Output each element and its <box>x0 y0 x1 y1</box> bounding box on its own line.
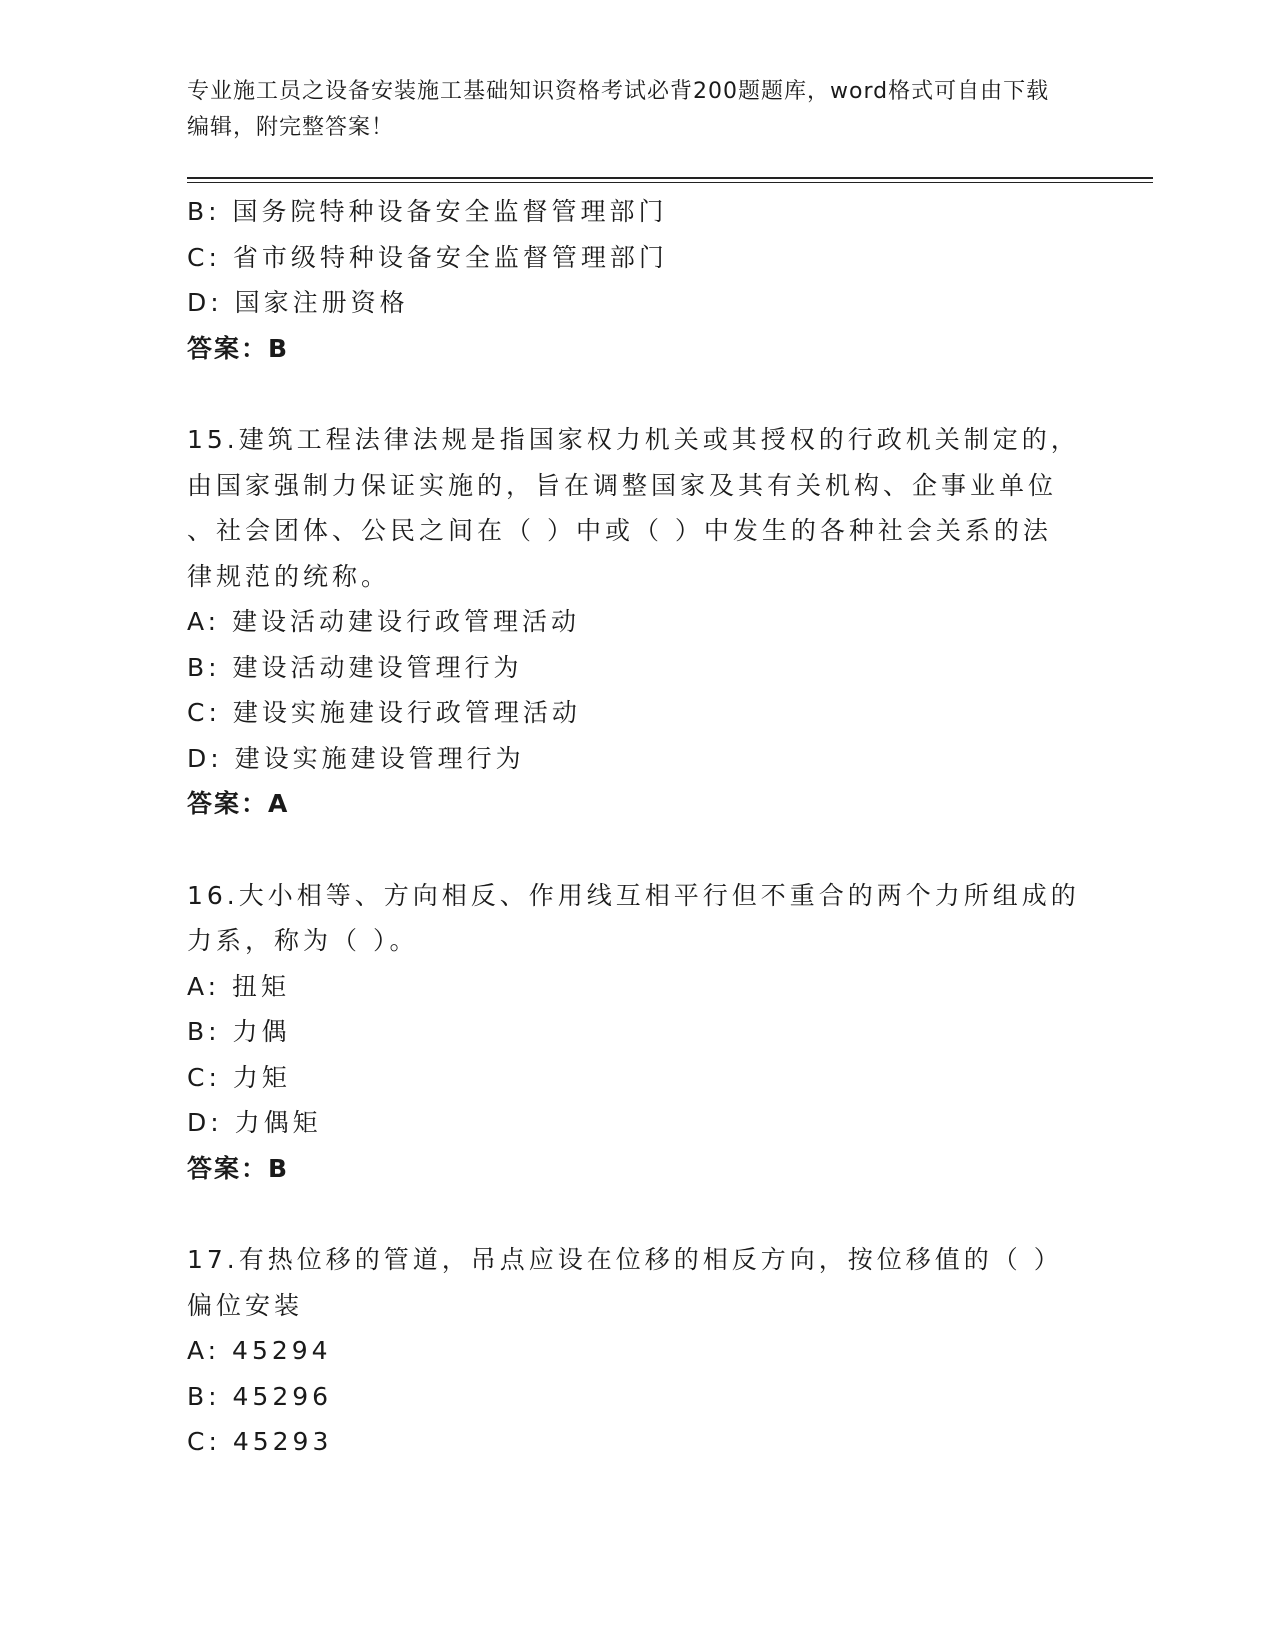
header-title: 专业施工员之设备安装施工基础知识资格考试必背200题题库，word格式可自由下载编辑，附完整答案！ <box>187 79 1050 140</box>
option-c: C: 建设实施建设行政管理活动 <box>187 698 581 727</box>
option-b: B: 45296 <box>187 1381 333 1411</box>
question-14 <box>187 189 1087 371</box>
option-d: D: 国家注册资格 <box>187 288 409 317</box>
option-a: A: 建设活动建设行政管理活动 <box>187 607 581 636</box>
question-text-line: 偏位安装 <box>187 1290 304 1320</box>
question-text-line: 由国家强制力保证实施的，旨在调整国家及其有关机构、企事业单位 <box>187 470 1058 500</box>
question-16 <box>187 873 1087 1192</box>
option-b: B: 建设活动建设管理行为 <box>187 652 523 682</box>
question-text-line: 律规范的统称。 <box>187 561 391 591</box>
header-rule-thin <box>187 182 1153 183</box>
option-c: C: 省市级特种设备安全监督管理部门 <box>187 242 668 272</box>
question-content <box>187 189 1087 1465</box>
option-c: C: 力矩 <box>187 1062 291 1092</box>
document-header <box>187 74 1067 146</box>
question-text-line: 力系，称为（ ）。 <box>187 926 419 955</box>
question-text-line: 16.大小相等、方向相反、作用线互相平行但不重合的两个力所组成的 <box>187 880 1080 910</box>
option-c: C: 45293 <box>187 1427 333 1456</box>
option-d: D: 建设实施建设管理行为 <box>187 743 525 773</box>
question-text-line: 、社会团体、公民之间在（ ）中或（ ）中发生的各种社会关系的法 <box>187 516 1052 545</box>
option-a: A: 扭矩 <box>187 971 291 1001</box>
question-17 <box>187 1237 1087 1465</box>
spacer <box>187 1191 1087 1237</box>
answer: 答案：B <box>187 333 290 363</box>
spacer <box>187 371 1087 417</box>
option-a: A: 45294 <box>187 1336 332 1365</box>
option-d: D: 力偶矩 <box>187 1108 322 1137</box>
answer: 答案：B <box>187 1153 290 1183</box>
question-text-line: 17.有热位移的管道，吊点应设在位移的相反方向，按位移值的（ ） <box>187 1245 1063 1274</box>
question-15 <box>187 417 1087 827</box>
option-b: B: 国务院特种设备安全监督管理部门 <box>187 197 668 226</box>
spacer <box>187 827 1087 873</box>
option-b: B: 力偶 <box>187 1017 291 1046</box>
answer: 答案：A <box>187 789 290 818</box>
header-rule-thick <box>187 177 1153 179</box>
question-text-line: 15.建筑工程法律法规是指国家权力机关或其授权的行政机关制定的， <box>187 425 1080 454</box>
